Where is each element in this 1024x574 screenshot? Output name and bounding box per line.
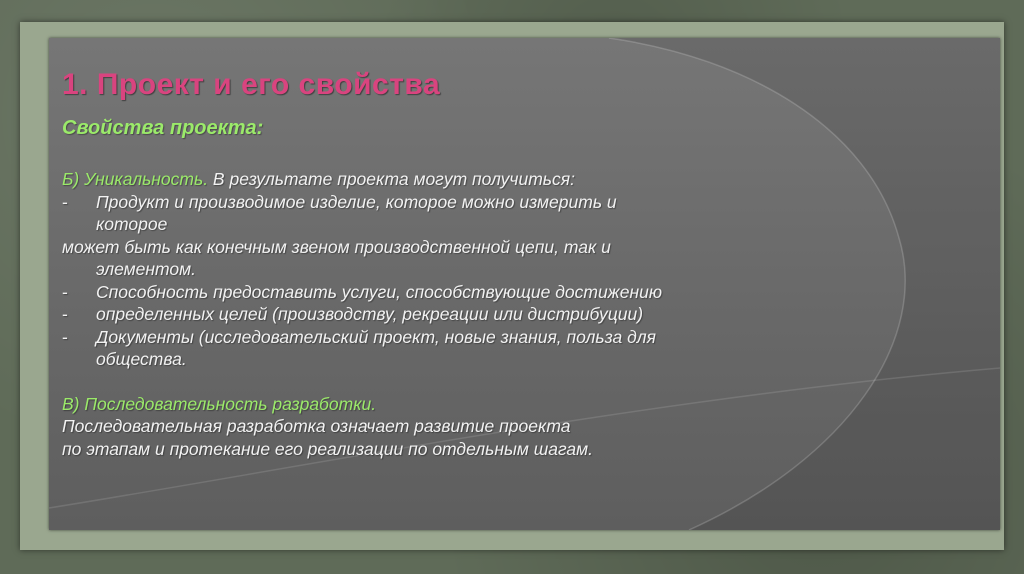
list-item-continuation: которое [96, 214, 168, 234]
slide [49, 38, 1000, 530]
list-item-continuation: может быть как конечным звеном производственной цепи, так и [62, 236, 611, 257]
section-c-heading: В) Последовательность разработки. [62, 393, 377, 414]
section-b-intro: В результате проекта могут получиться: [208, 169, 575, 189]
list-item [62, 326, 962, 349]
section-c-text-line: по этапам и протекание его реализации по отдельным шагам. [62, 438, 593, 459]
slide-body [62, 168, 962, 460]
list-item [62, 191, 962, 214]
bullet-dash: - [62, 304, 68, 324]
spacer [62, 371, 962, 393]
list-item-text: определенных целей (производству, рекреации или дистрибуции) [96, 304, 644, 324]
list-item [62, 281, 962, 304]
slide-title: 1. Проект и его свойства [62, 68, 441, 101]
list-item-text: Документы (исследовательский проект, новые знания, польза для [96, 326, 657, 347]
bullet-dash: - [62, 281, 68, 302]
slide-subtitle: Свойства проекта: [62, 117, 264, 139]
section-b-heading [62, 168, 962, 191]
section-c-text-line: Последовательная разработка означает развитие проекта [62, 416, 571, 436]
list-item-text: Способность предоставить услуги, способствующие достижению [96, 281, 662, 302]
list-item [62, 303, 962, 326]
list-item-text: Продукт и производимое изделие, которое можно измерить и [96, 191, 617, 212]
list-item-continuation: элементом. [96, 259, 196, 279]
list-item-continuation: общества. [96, 349, 187, 369]
bullet-dash: - [62, 326, 68, 347]
bullet-dash: - [62, 191, 68, 212]
section-b-label: Б) Уникальность. [62, 169, 209, 189]
